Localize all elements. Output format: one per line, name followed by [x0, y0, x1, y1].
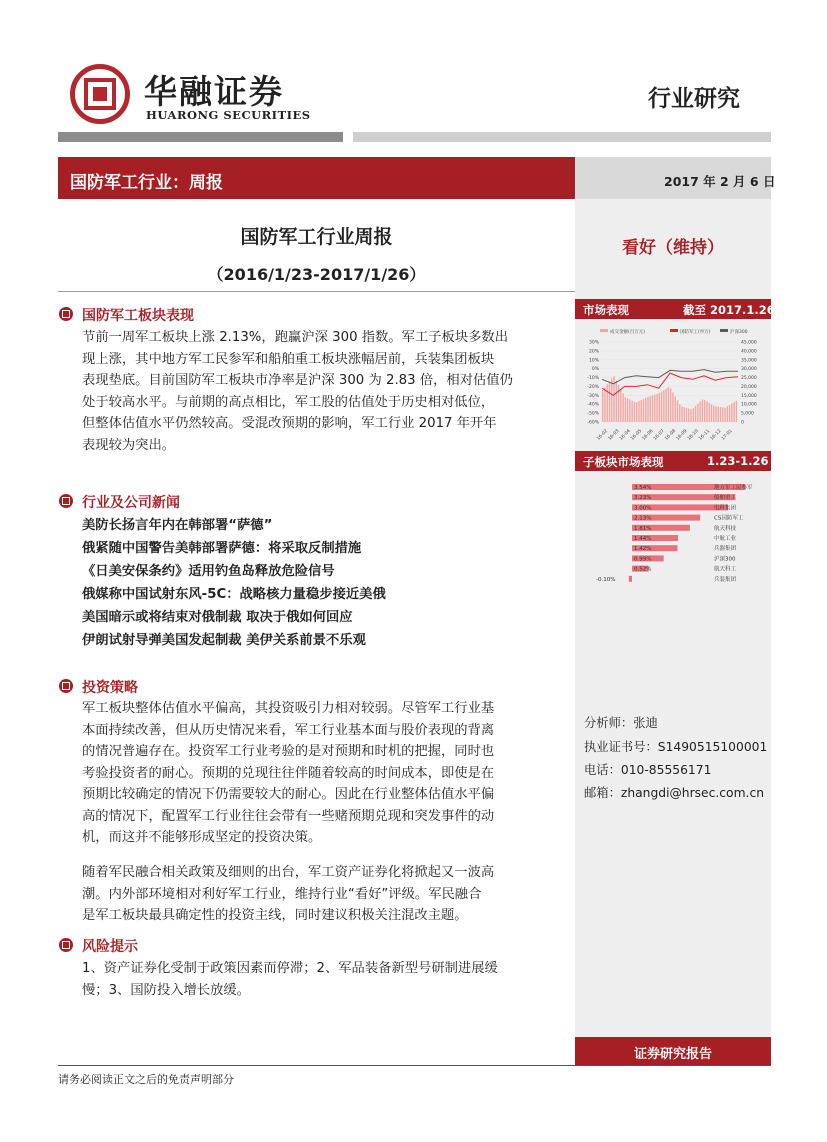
volume-bar [699, 402, 700, 422]
volume-bar [695, 406, 696, 422]
brand-name-cn: 华融证券 [144, 72, 284, 111]
volume-bar [636, 402, 637, 422]
x-tick: 16-06 [641, 428, 655, 442]
volume-bar [713, 406, 714, 422]
rating: 看好（维持） [622, 238, 724, 258]
volume-bar [611, 378, 612, 422]
volume-bar [663, 390, 664, 422]
legend-swatch [720, 329, 728, 332]
text-line: 节前一周军工板块上涨 2.13%，跑赢沪深 300 指数。军工子板块多数出 [82, 330, 509, 345]
volume-bar [607, 384, 608, 422]
text-line: 考验投资者的耐心。预期的兑现往往伴随着较高的时间成本，即使是在 [82, 765, 495, 781]
volume-bar [609, 381, 610, 422]
volume-bar [702, 399, 703, 422]
text-line: 潮。内外部环境相对利好军工行业，维持行业“看好”评级。军民融合 [82, 886, 482, 902]
x-tick: 16-12 [709, 428, 723, 442]
header-bar-light [353, 132, 771, 142]
volume-bar [688, 409, 689, 422]
volume-bar [736, 401, 737, 422]
x-tick: 16-08 [664, 428, 678, 442]
analyst-cert: 执业证书号：S1490515100001 [584, 740, 768, 754]
volume-bar [684, 407, 685, 422]
volume-bar [706, 401, 707, 422]
section-icon [59, 494, 73, 508]
volume-bar [668, 387, 669, 422]
text-line: 随着军民融合相关政策及细则的出台，军工资产证券化将掀起又一波高 [82, 865, 495, 880]
sub-panel-date: 1.23-1.26 [707, 454, 769, 468]
bar-value-label: 1.81% [634, 525, 652, 532]
bar [629, 576, 632, 582]
y-left-tick: -10% [587, 376, 599, 382]
section-icon [59, 307, 73, 321]
category-label: 电科集团 [714, 505, 737, 512]
market-panel-date: 截至 2017.1.26 [683, 303, 775, 317]
text-line: 慢；3、国防投入增长放缓。 [82, 982, 251, 998]
news-item: 伊朗试射导弹美国发起制裁 美伊关系前景不乐观 [82, 633, 366, 648]
volume-bars [602, 376, 737, 422]
legend-label: 沪深300 [730, 330, 748, 335]
news-item: 俄紧随中国警告美韩部署萨德：将采取反制措施 [82, 541, 362, 556]
analyst-phone: 电话：010-85556171 [584, 763, 712, 777]
volume-bar [681, 406, 682, 422]
sub-panel-label: 子板块市场表现 [583, 455, 664, 469]
y-left-tick: 30% [588, 340, 599, 346]
y-left-tick: 20% [588, 349, 599, 355]
category-label: 兵装集团 [714, 576, 737, 583]
category-label: CS国防军工 [714, 515, 744, 522]
market-line-chart [580, 325, 768, 445]
y-right-tick: 0 [741, 420, 744, 426]
analyst-name: 分析师：张迪 [584, 716, 658, 730]
volume-bar [622, 393, 623, 422]
y-right-tick: 40,000 [741, 349, 757, 355]
y-right-tick: 10,000 [741, 402, 757, 408]
bar-value-label: 3.54% [634, 485, 652, 491]
category-label: 中航工业 [714, 536, 737, 542]
bar-value-label: 0.99% [634, 556, 652, 563]
bar-value-label: 1.44% [634, 536, 652, 542]
news-item: 《日美安保条约》适用钓鱼岛释放危险信号 [82, 564, 335, 579]
header-bar-dark [58, 132, 343, 142]
bar-value-label: -0.10% [596, 576, 616, 583]
volume-bar [652, 395, 653, 422]
y-right-tick: 15,000 [741, 393, 757, 399]
volume-bar [724, 408, 725, 422]
volume-bar [677, 400, 678, 422]
brand-name-en: HUARONG SECURITIES [146, 108, 311, 122]
x-tick: 16-09 [675, 428, 689, 442]
strategy-paragraph-2 [82, 862, 550, 927]
x-tick: 16-04 [618, 428, 632, 442]
legend-swatch [600, 329, 608, 332]
chart-legend [600, 328, 748, 335]
category-label: 航天科工 [714, 566, 737, 573]
category-label: 船舶重工 [714, 495, 737, 502]
legend-swatch [670, 329, 678, 332]
volume-bar [727, 406, 728, 422]
x-tick: 16-07 [652, 428, 666, 442]
text-line: 现上涨，其中地方军工民参军和船舶重工板块涨幅居前，兵装集团板块 [82, 351, 495, 367]
news-item: 美国暗示或将结束对俄制裁 取决于俄如何回应 [82, 610, 353, 625]
volume-bar [625, 397, 626, 422]
y-left-tick: 10% [588, 358, 599, 364]
sub-sector-bar-chart [580, 483, 768, 593]
volume-bar [729, 405, 730, 422]
volume-bar [629, 399, 630, 422]
volume-bar [709, 403, 710, 422]
block-paragraph [82, 327, 550, 456]
y-left-tick: -50% [587, 411, 599, 417]
category-label: 沪深300 [714, 556, 736, 563]
volume-bar [690, 409, 691, 422]
text-line: 本面持续改善，但从历史情况来看，军工行业基本面与股价表现的背离 [82, 722, 495, 738]
volume-bar [641, 400, 642, 422]
text-line: 但整体估值水平仍然较高。受混改预期的影响，军工行业 2017 年开年 [82, 416, 497, 431]
text-line: 处于较高水平。与前期的高点相比，军工股的估值处于历史相对低位， [82, 394, 495, 410]
volume-bar [731, 404, 732, 422]
bar-value-label: 0.52% [634, 566, 652, 573]
volume-bar [722, 407, 723, 422]
x-tick: 16-11 [698, 428, 712, 442]
volume-bar [638, 401, 639, 422]
y-left-tick: -60% [587, 420, 599, 426]
text-line: 表现较为突出。 [82, 437, 176, 453]
bar-value-label: 2.13% [634, 515, 652, 522]
y-right-tick: 20,000 [741, 384, 757, 390]
y-left-tick: -40% [587, 402, 599, 408]
x-ticks [596, 428, 734, 442]
x-tick: 17-01 [720, 428, 734, 442]
volume-bar [602, 390, 603, 422]
volume-bar [720, 407, 721, 422]
text-line: 机，而这并不能够形成坚定的投资决策。 [82, 830, 322, 845]
y-right-tick: 5,000 [741, 411, 754, 417]
text-line: 高的情况下，配置军工行业往往会带有一些赌预期兑现和突发事件的动 [82, 808, 495, 824]
main-title: 国防军工行业周报 [240, 226, 393, 248]
bar-value-label: 3.00% [634, 505, 652, 512]
volume-bar [616, 380, 617, 422]
report-label: 证券研究报告 [633, 1047, 712, 1062]
volume-bar [647, 397, 648, 422]
section-icon [59, 679, 73, 693]
legend-label: 国防军工(申万) [680, 330, 711, 335]
report-date: 2017 年 2 月 6 日 [664, 174, 776, 189]
text-line: 军工板块整体估值水平偏高，其投资吸引力相对较弱。尽管军工行业基 [82, 701, 495, 716]
x-tick: 16-02 [596, 428, 610, 442]
strategy-paragraph-1 [82, 698, 550, 849]
volume-bar [631, 401, 632, 422]
volume-bar [656, 394, 657, 422]
volume-bar [654, 395, 655, 422]
volume-bar [643, 399, 644, 422]
text-line: 是军工板块最具确定性的投资主线，同时建议积极关注混改主题。 [82, 908, 468, 923]
volume-bar [627, 398, 628, 422]
title-divider [58, 291, 575, 292]
y-right-tick: 30,000 [741, 367, 757, 373]
bar-value-label: 3.23% [634, 495, 652, 502]
title-bar-label: 国防军工行业：周报 [70, 173, 223, 193]
y-right-ticks [741, 340, 757, 426]
y-right-tick: 45,000 [741, 340, 757, 346]
volume-bar [620, 389, 621, 422]
section-title-news: 行业及公司新闻 [82, 495, 180, 511]
y-left-tick: -30% [587, 393, 599, 399]
y-right-tick: 35,000 [741, 358, 757, 364]
volume-bar [693, 408, 694, 422]
volume-bar [686, 408, 687, 422]
section-icon [59, 938, 73, 952]
x-tick: 16-05 [630, 428, 644, 442]
category-label: 兵器集团 [714, 546, 737, 553]
volume-bar [665, 389, 666, 422]
section-title-block: 国防军工板块表现 [82, 308, 194, 324]
legend-label: 成交金额(百万元) [610, 330, 646, 335]
sub-title: （2016/1/23-2017/1/26） [207, 265, 426, 284]
volume-bar [672, 392, 673, 422]
volume-bar [650, 396, 651, 422]
text-line: 1、资产证券化受制于政策因素而停滞；2、军品装备新型号研制进展缓 [82, 961, 498, 976]
analyst-email: 邮箱：zhangdi@hrsec.com.cn [584, 786, 765, 800]
bar-value-label: 1.42% [634, 546, 652, 553]
y-left-tick: 0% [591, 367, 599, 373]
section-title-risk: 风险提示 [82, 939, 138, 955]
volume-bar [604, 387, 605, 422]
disclaimer: 请务必阅读正文之后的免责声明部分 [58, 1073, 234, 1086]
footer-divider [58, 1065, 771, 1066]
volume-bar [711, 404, 712, 422]
y-left-tick: -20% [587, 384, 599, 390]
volume-bar [634, 402, 635, 422]
text-line: 预期比较确定的情况下仍需要较大的耐心。因此在行业整体估值水平偏 [82, 787, 495, 802]
report-type: 行业研究 [648, 85, 740, 112]
news-item: 美防长扬言年内在韩部署“萨德” [82, 518, 273, 533]
logo-core [93, 87, 107, 101]
category-label: 地方军工民参军 [714, 485, 753, 491]
volume-bar [715, 406, 716, 422]
volume-bar [670, 388, 671, 422]
section-title-strategy: 投资策略 [82, 680, 138, 696]
volume-bar [645, 398, 646, 422]
volume-bar [679, 404, 680, 422]
x-tick: 16-03 [607, 428, 621, 442]
volume-bar [659, 393, 660, 422]
volume-bar [704, 400, 705, 422]
volume-bar [733, 402, 734, 422]
risk-paragraph [82, 958, 550, 1001]
market-panel-label: 市场表现 [583, 303, 629, 317]
volume-bar [697, 404, 698, 422]
news-item: 俄媒称中国试射东风-5C：战略核力量稳步接近美俄 [82, 587, 386, 602]
volume-bar [718, 407, 719, 422]
series-line [602, 370, 738, 384]
category-label: 航天科技 [714, 525, 737, 532]
text-line: 表现垫底。目前国防军工板块市净率是沪深 300 为 2.83 倍，相对估值仍 [82, 373, 513, 388]
volume-bar [661, 392, 662, 422]
y-left-ticks [587, 340, 599, 426]
x-tick: 16-10 [686, 428, 700, 442]
y-right-tick: 25,000 [741, 376, 757, 382]
bar-group [596, 483, 753, 583]
text-line: 的情况普遍存在。投资军工行业考验的是对预期和时机的把握，同时也 [82, 744, 495, 759]
volume-bar [675, 396, 676, 422]
